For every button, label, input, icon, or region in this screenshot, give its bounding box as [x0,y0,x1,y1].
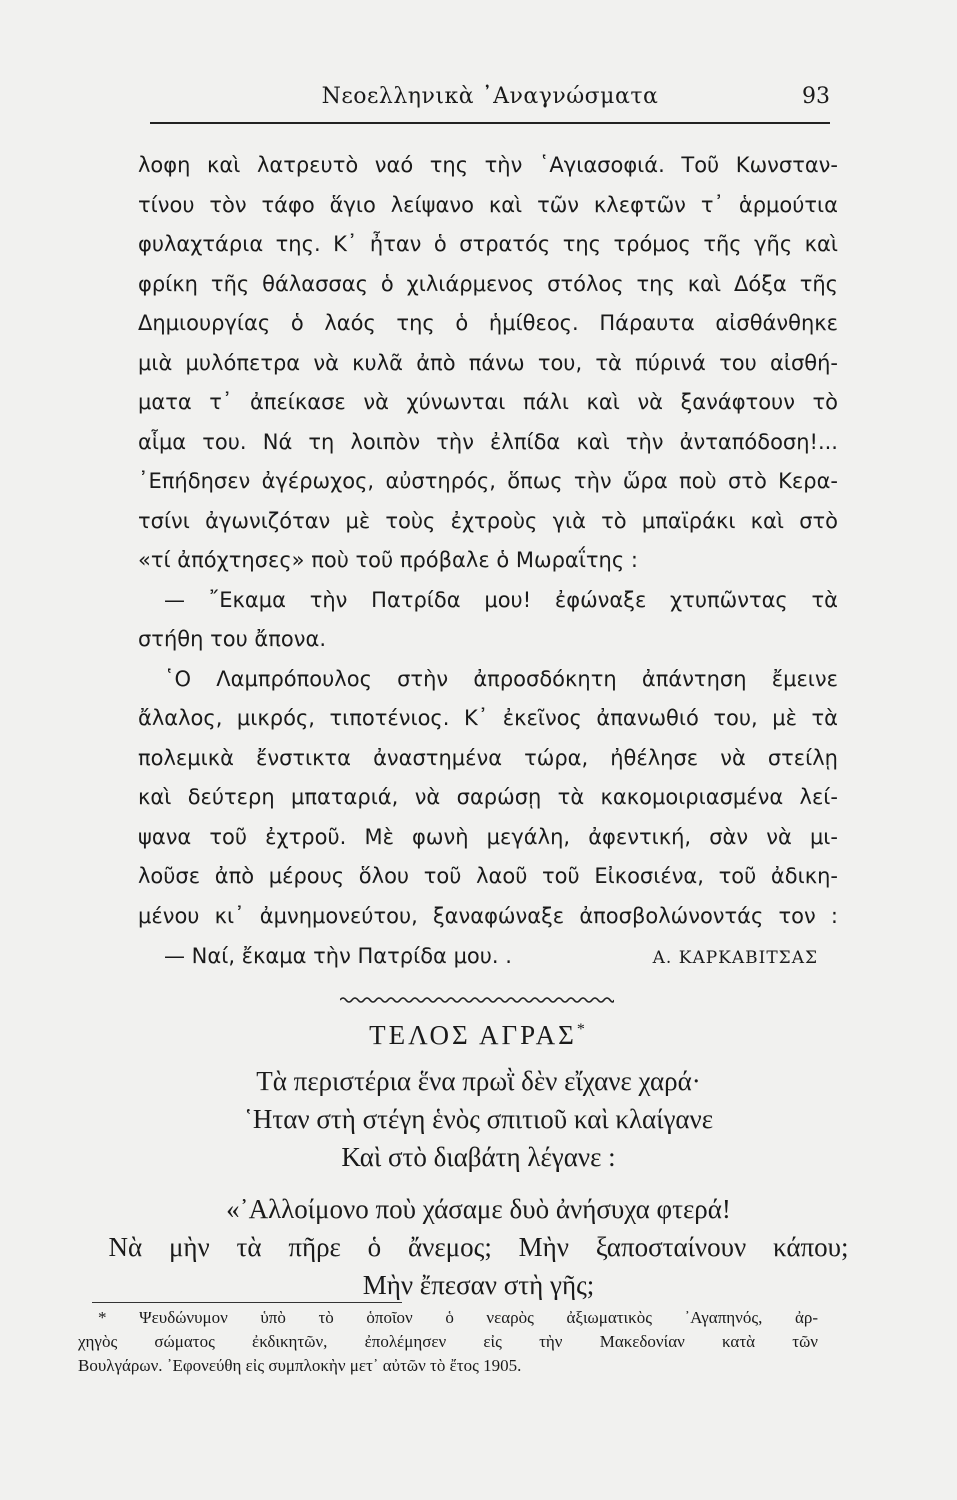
closing-block [138,936,838,976]
prose-line: ἄλαλος, μικρός, τιποτένιος. Κ᾿ ἐκεῖνος ἀπανωθιό του, μὲ τὰ [138,706,838,730]
footnote-line: χηγὸς σώματος ἐκδικητῶν, ἐπολέμησεν εἰς τὴν Μακεδονίαν κατὰ τῶν [78,1332,818,1351]
running-head [150,80,830,120]
poem-line: Τὰ περιστέρια ἕνα πρωῒ δὲν εἴχανε χαρά· [256,1066,701,1096]
poem-title [0,1020,957,1051]
author-signature: Α. ΚΑΡΚΑΒΙΤΣΑΣ [652,948,818,968]
page-number: 93 [802,84,830,109]
prose-line: λοῦσε ἀπὸ μέρους ὅλου τοῦ λαοῦ τοῦ Εἰκοσιένα, τοῦ ἀδικη- [138,864,838,888]
prose-body [138,146,838,976]
prose-line: Δημιουργίας ὁ λαός της ὁ ἡμίθεος. Πάραυτα αἰσθάνθηκε [138,311,838,335]
poem-line: Καὶ στὸ διαβάτη λέγανε : [341,1142,616,1172]
prose-line: «τί ἀπόχτησες» ποὺ τοῦ πρόβαλε ὁ Μωραΐτης : [138,548,638,572]
poem-line: ῾Ηταν στὴ στέγη ἑνὸς σπιτιοῦ καὶ κλαίγανε [243,1104,714,1134]
poem-body [0,1062,957,1304]
prose-line: ψανα τοῦ ἐχτροῦ. Μὲ φωνὴ μεγάλη, ἀφεντική, σὰν νὰ μι- [138,824,838,849]
footnote [78,1306,818,1378]
prose-line: ματα τ᾿ ἀπείκασε νὰ χύνωνται πάλι καὶ νὰ ξανάφτουν τὸ [138,390,838,414]
prose-line: μένου κι᾿ ἀμνημονεύτου, ξαναφώναξε ἀποσβολώνοντάς τον : [138,903,838,928]
closing-dialogue: — Ναί, ἔκαμα τὴν Πατρίδα μου. . [164,944,512,968]
prose-line: καὶ δεύτερη μπαταριά, νὰ σαρώσῃ τὰ κακομοιριασμένα λεί- [138,785,838,809]
footnote-line: * Ψευδώνυμον ὑπὸ τὸ ὁποῖον ὁ νεαρὸς ἀξιωματικὸς ᾿Αγαπηνός, ἀρ- [98,1308,818,1327]
prose-line: ῾Ο Λαμπρόπουλος στὴν ἀπροσδόκητη ἀπάντηση ἔμεινε [164,666,838,691]
prose-line: ᾿Επήδησεν ἀγέρωχος, αὐστηρός, ὅπως τὴν ὥρα ποὺ στὸ Κερα- [138,469,838,493]
poem-line: «᾿Αλλοίμονο ποὺ χάσαμε δυὸ ἀνήσυχα φτερά! [226,1194,731,1224]
prose-line: φυλαχτάρια της. Κ᾿ ἦταν ὁ στρατός της τρόμος τῆς γῆς καὶ [138,232,838,256]
poem-line: Μὴν ἔπεσαν στὴ γῆς; [362,1270,595,1300]
footnote-marker: * [576,1021,588,1038]
prose-line: μιὰ μυλόπετρα νὰ κυλᾶ ἀπὸ πάνω του, τὰ πύρινά του αἰσθή- [138,350,838,375]
footnote-rule [92,1302,402,1303]
prose-line: πολεμικὰ ἔνστικτα ἀναστημένα τώρα, ἠθέλησε νὰ στείλῃ [138,745,838,770]
prose-line: στήθη του ἄπονα. [138,627,326,651]
dialogue-line: — ῎Εκαμα τὴν Πατρίδα μου! ἐφώναξε χτυπῶντας τὰ [164,587,838,612]
footnote-line: Βουλγάρων. ᾿Εφονεύθη εἰς συμπλοκὴν μετ᾿ αὐτῶν τὸ ἔτος 1905. [78,1356,522,1375]
prose-line: λοφη καὶ λατρευτὸ ναό της τὴν ῾Αγιασοφιά. Τοῦ Κωνσταν- [138,153,838,177]
poem-line: Νὰ μὴν τὰ πῆρε ὁ ἄνεμος; Μὴν ξαποσταίνουν κάπου; [108,1232,849,1262]
poem-title-text: ΤΕΛΟΣ ΑΓΡΑΣ [369,1020,577,1050]
prose-line: τίνου τὸν τάφο ἅγιο λείψανο καὶ τῶν κλεφτῶν τ᾿ ἁρμούτια [138,192,838,217]
prose-line: αἷμα του. Νά τη λοιπὸν τὴν ἐλπίδα καὶ τὴν ἀνταπόδοση!... [138,429,838,454]
prose-line: φρίκη τῆς θάλασσας ὁ χιλιάρμενος στόλος της καὶ Δόξα τῆς [138,271,838,296]
header-rule [150,122,830,124]
prose-line: τσίνι ἀγωνιζόταν μὲ τοὺς ἐχτροὺς γιὰ τὸ μπαϊράκι καὶ στὸ [138,508,838,533]
running-title: Νεοελληνικὰ ᾿Αναγνώσματα [321,84,659,109]
ornament-rule [340,996,614,1004]
